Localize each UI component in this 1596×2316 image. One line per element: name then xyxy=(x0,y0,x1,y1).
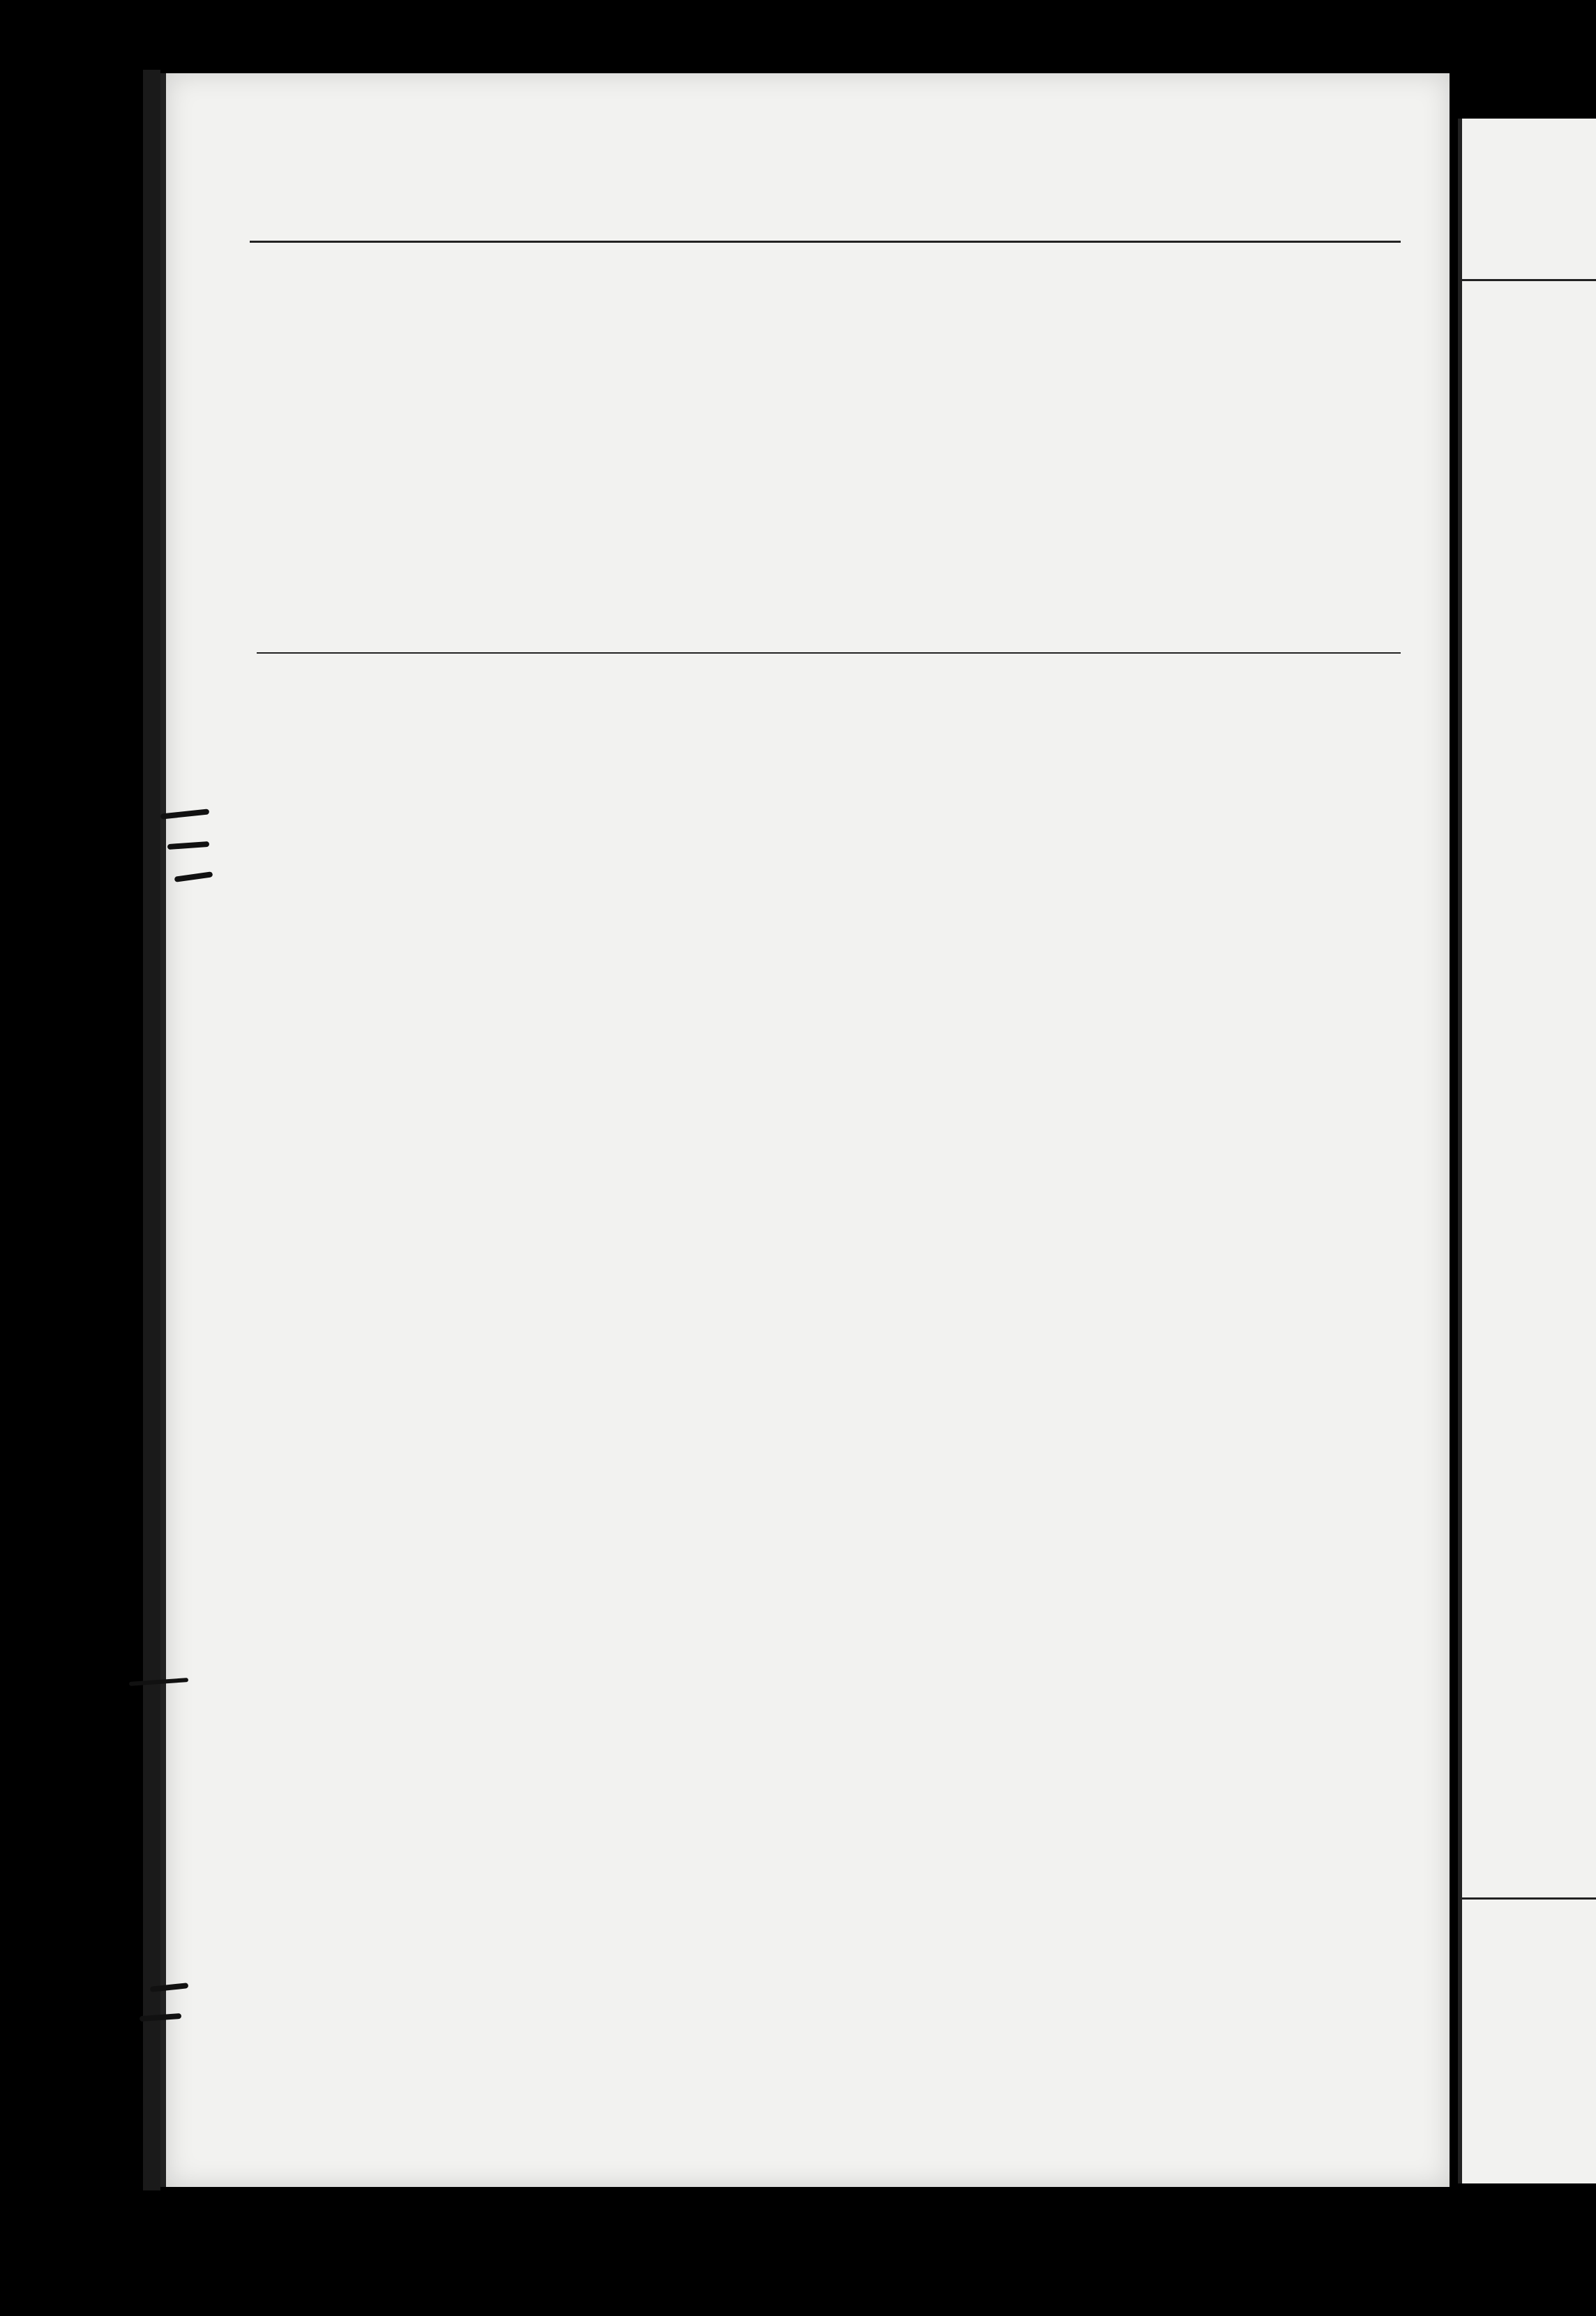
catalog-page xyxy=(160,73,1450,2187)
facing-page xyxy=(1458,119,1596,2183)
book-spine xyxy=(143,70,160,2190)
header-rule xyxy=(250,241,1401,243)
section-rule xyxy=(257,652,1401,654)
page-header xyxy=(246,164,1408,199)
facing-section-rule xyxy=(1462,1897,1596,1900)
facing-header-rule xyxy=(1462,279,1596,281)
